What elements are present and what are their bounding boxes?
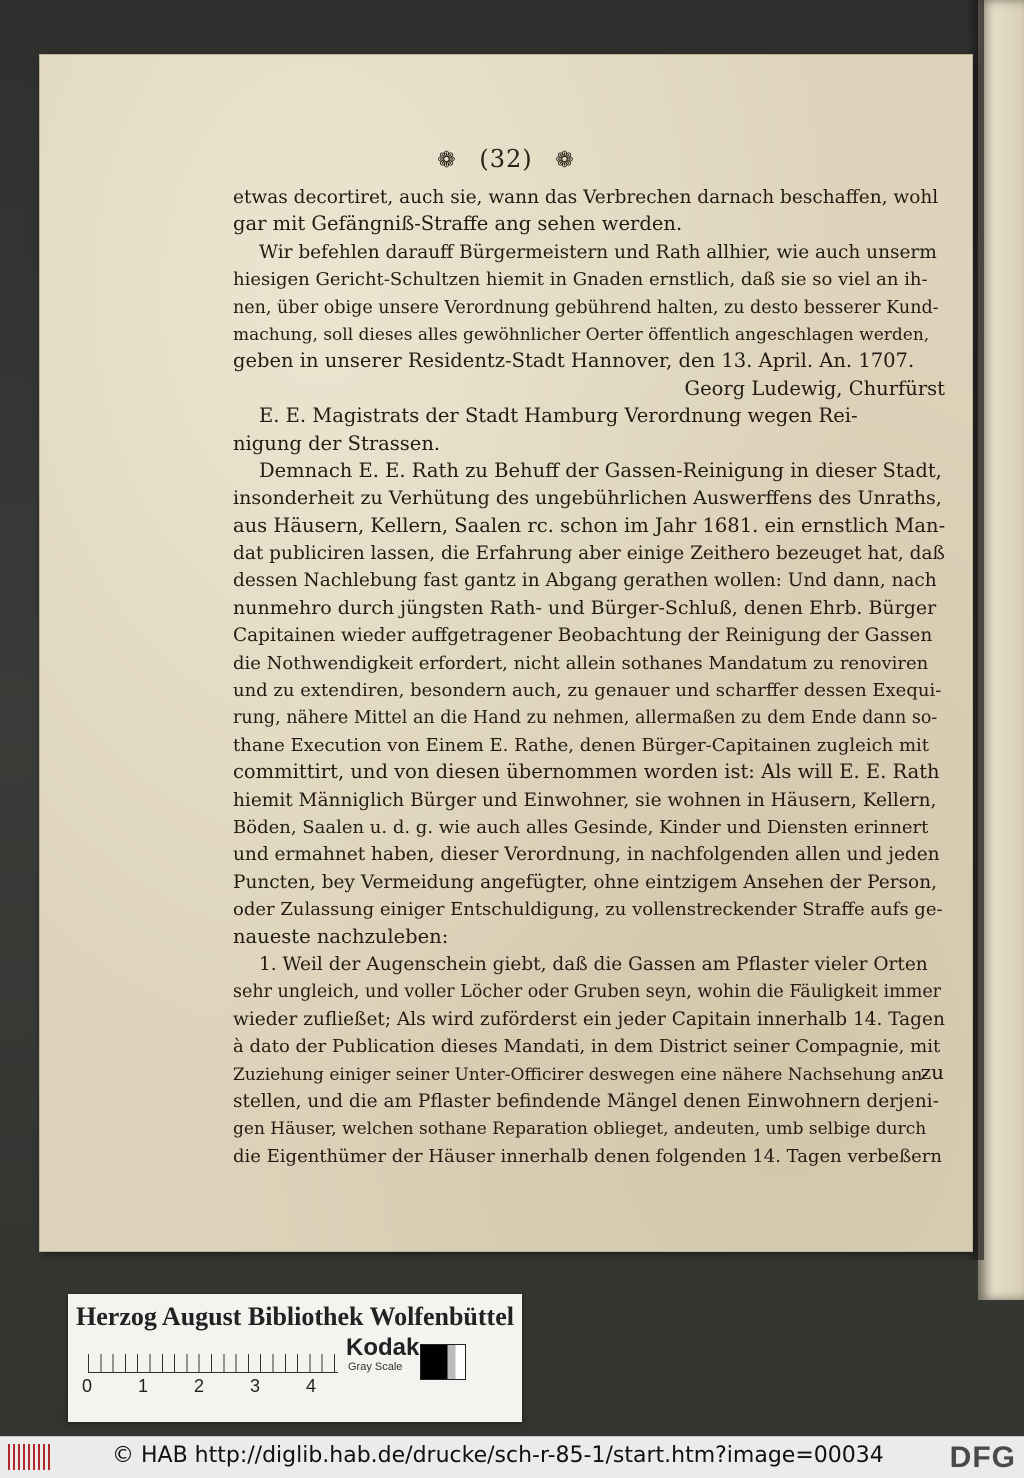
text-line-content: dat publiciren lassen, die Erfahrung aber einige Zeithero bezeuget hat, daß	[233, 543, 945, 565]
text-line-content: stellen, und die am Pflaster befindende Mängel denen Einwohnern derjeni-	[233, 1090, 939, 1112]
text-line	[233, 923, 945, 950]
text-line-content: rung, nähere Mittel an die Hand zu nehmen, allermaßen zu dem Ende dann so-	[233, 708, 938, 729]
page-header	[40, 145, 972, 173]
text-line	[233, 430, 945, 457]
text-line-content: Wir befehlen darauff Bürgermeistern und Rath allhier, wie auch unserm	[259, 241, 937, 263]
text-line	[233, 484, 945, 511]
page-number: (32)	[479, 145, 533, 173]
flower-ornament-icon: ❁	[437, 148, 457, 173]
text-line-content: etwas decortiret, auch sie, wann das Verbrechen darnach beschaffen, wohl	[233, 187, 939, 208]
text-line	[233, 238, 945, 265]
text-line	[233, 758, 945, 785]
text-line	[233, 1114, 945, 1141]
text-line-content: Böden, Saalen u. d. g. wie auch alles Gesinde, Kinder und Diensten erinnert	[233, 816, 929, 838]
document-page	[40, 55, 972, 1251]
text-line	[233, 457, 945, 484]
text-line-content: 1. Weil der Augenschein giebt, daß die Gassen am Pflaster vieler Orten	[259, 953, 928, 975]
scale-ruler	[88, 1346, 338, 1373]
text-line	[233, 293, 945, 320]
text-line	[233, 786, 945, 813]
text-line-content: thane Execution von Einem E. Rathe, denen Bürger-Capitainen zugleich mit	[233, 734, 930, 756]
text-line-content: und zu extendiren, besondern auch, zu genauer und scharffer dessen Exequi-	[233, 680, 942, 702]
text-line	[233, 402, 945, 429]
text-line-content: naueste nachzuleben:	[233, 924, 449, 948]
text-line	[233, 950, 945, 977]
adjacent-page-edge	[978, 0, 1024, 1300]
text-line	[233, 320, 945, 347]
text-line-content: nigung der Strassen.	[233, 431, 441, 455]
text-line-content: dessen Nachlebung fast gantz in Abgang gerathen wollen: Und dann, nach	[233, 570, 937, 592]
library-name: Herzog August Bibliothek Wolfenbüttel	[76, 1302, 514, 1331]
text-line-content: à dato der Publication dieses Mandati, in dem District seiner Compagnie, mit	[233, 1036, 941, 1058]
text-line-content: die Eigenthümer der Häuser innerhalb denen folgenden 14. Tagen verbeßern	[233, 1145, 942, 1167]
text-line	[233, 1060, 945, 1087]
text-line	[233, 566, 945, 593]
text-line-content: aus Häusern, Kellern, Saalen rc. schon im Jahr 1681. ein ernstlich Man-	[233, 513, 945, 537]
hab-logo-icon	[8, 1444, 50, 1470]
text-line-content: nen, über obige unsere Verordnung gebührend halten, zu desto besserer Kund-	[233, 297, 939, 318]
catchword: zu	[920, 1060, 944, 1084]
text-line	[233, 347, 945, 374]
text-line-content: und ermahnet haben, dieser Verordnung, in nachfolgenden allen und jeden	[233, 844, 940, 866]
ruler-number: 4	[306, 1376, 317, 1396]
text-line	[233, 512, 945, 539]
text-line-content: hiesigen Gericht-Schultzen hiemit in Gnaden ernstlich, daß sie so viel an ih-	[233, 269, 928, 291]
text-line	[233, 1087, 945, 1114]
footer-bar	[0, 1436, 1024, 1478]
text-line	[233, 1005, 945, 1032]
ruler-number: 0	[82, 1376, 93, 1396]
text-line	[233, 868, 945, 895]
text-line	[233, 1142, 945, 1169]
dfg-logo: DFG	[949, 1441, 1016, 1474]
text-line	[233, 676, 945, 703]
text-line	[233, 539, 945, 566]
text-line	[233, 375, 945, 402]
source-link[interactable]: © HAB http://diglib.hab.de/drucke/sch-r-85-1/start.htm?image=00034	[112, 1443, 884, 1468]
text-line	[233, 594, 945, 621]
text-line	[233, 840, 945, 867]
flower-ornament-icon: ❁	[555, 148, 575, 173]
text-line	[233, 731, 945, 758]
ruler-number: 1	[138, 1376, 149, 1396]
text-line-content: gen Häuser, welchen sothane Reparation oblieget, andeuten, umb selbige durch	[233, 1119, 927, 1140]
text-line-content: sehr ungleich, und voller Löcher oder Gruben seyn, wohin die Fäuligkeit immer	[233, 982, 942, 1003]
text-line-content: Capitainen wieder auffgetragener Beobachtung der Reinigung der Gassen	[233, 625, 933, 647]
text-line	[233, 265, 945, 292]
text-line	[233, 813, 945, 840]
text-line	[233, 621, 945, 648]
library-label	[68, 1294, 522, 1422]
text-line	[233, 1032, 945, 1059]
text-line	[233, 703, 945, 730]
ruler-numbers	[82, 1376, 342, 1398]
text-line-content: die Nothwendigkeit erfordert, nicht allein sothanes Mandatum zu renoviren	[233, 652, 929, 674]
text-line-content: gar mit Gefängniß-Straffe ang sehen werden.	[233, 212, 683, 236]
text-line-content: committirt, und von diesen übernommen worden ist: Als will E. E. Rath	[233, 760, 940, 784]
text-line	[233, 649, 945, 676]
gray-scale-caption: Gray Scale	[348, 1361, 403, 1373]
text-line-content: Demnach E. E. Rath zu Behuff der Gassen-Reinigung in dieser Stadt,	[259, 458, 942, 482]
text-line-content: hiemit Männiglich Bürger und Einwohner, sie wohnen in Häusern, Kellern,	[233, 789, 937, 811]
text-line-content: Georg Ludewig, Churfürst	[684, 376, 945, 400]
text-line-content: geben in unserer Residentz-Stadt Hannover, den 13. April. An. 1707.	[233, 349, 915, 373]
ruler-number: 3	[250, 1376, 261, 1396]
text-line-content: machung, soll dieses alles gewöhnlicher Oerter öffentlich angeschlagen werden,	[233, 324, 930, 345]
ruler-number: 2	[194, 1376, 205, 1396]
text-line	[233, 895, 945, 922]
text-line	[233, 210, 945, 237]
kodak-logo: Kodak	[346, 1334, 420, 1361]
text-line-content: wieder zufließet; Als wird zuförderst ein jeder Capitain innerhalb 14. Tagen	[233, 1008, 945, 1030]
text-line	[233, 977, 945, 1004]
body-text	[233, 183, 945, 1169]
text-line-content: nunmehro durch jüngsten Rath- und Bürger-Schluß, denen Ehrb. Bürger	[233, 596, 937, 619]
text-line-content: Puncten, bey Vermeidung angefügter, ohne eintzigem Ansehen der Person,	[233, 871, 937, 893]
text-line-content: oder Zulassung einiger Entschuldigung, zu vollenstreckender Straffe aufs ge-	[233, 899, 943, 921]
text-line-content: insonderheit zu Verhütung des ungebührlichen Auswerffens des Unraths,	[233, 487, 942, 510]
text-line	[233, 183, 945, 210]
text-line-content: E. E. Magistrats der Stadt Hamburg Verordnung wegen Rei-	[259, 404, 858, 428]
text-line-content: Zuziehung einiger seiner Unter-Officirer deswegen eine nähere Nachsehung an-	[233, 1064, 929, 1085]
gray-scale-patches	[420, 1344, 466, 1380]
